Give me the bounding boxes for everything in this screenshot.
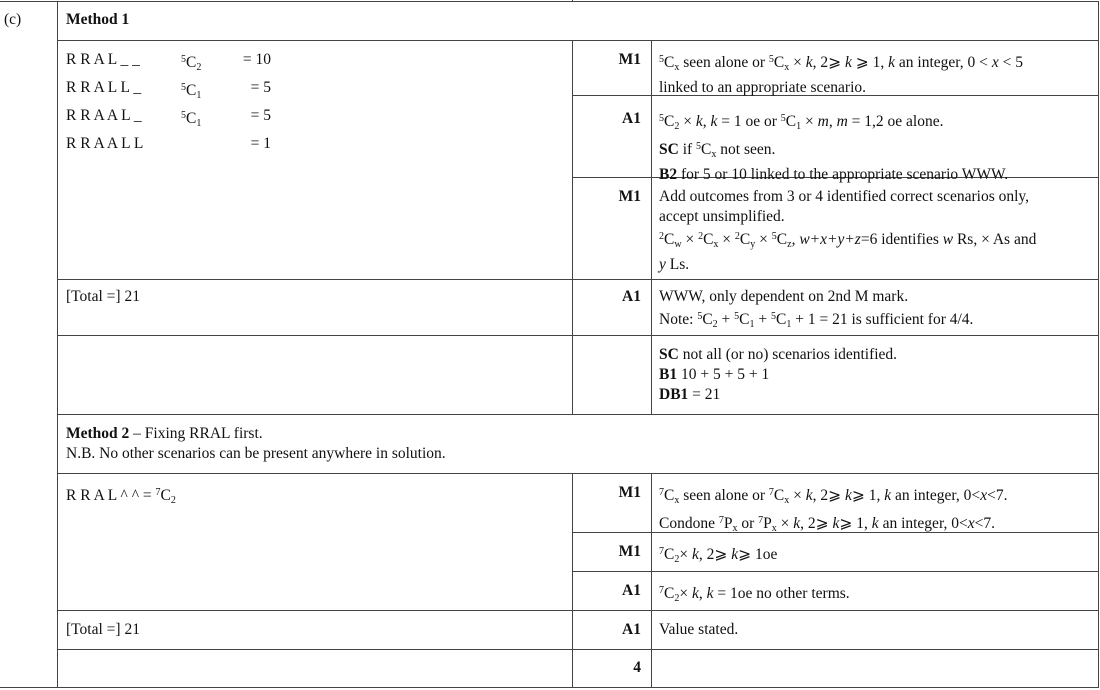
text-fragment: not seen.	[716, 141, 776, 158]
text-fragment: m	[817, 113, 829, 130]
text-fragment: ×	[679, 585, 692, 602]
text-fragment: 5	[771, 311, 776, 322]
column-divider	[572, 0, 573, 1]
text-fragment: 7	[768, 487, 774, 498]
guidance-m1-choose	[659, 50, 1023, 98]
text-fragment: C	[776, 231, 788, 248]
text-fragment: if	[678, 141, 697, 158]
text-fragment: ×	[681, 231, 699, 248]
text-line	[659, 581, 850, 609]
text-fragment: 1	[749, 319, 755, 330]
text-fragment: ×	[755, 231, 772, 248]
text-fragment: B2	[659, 166, 678, 183]
text-fragment: x	[732, 523, 738, 534]
guidance-m1-method2	[659, 483, 1007, 539]
scenario-pattern: R R A A L L	[66, 135, 144, 152]
text-fragment: 2	[698, 231, 704, 242]
guidance-a1-value-stated	[659, 620, 738, 640]
scenario-combination	[181, 134, 231, 154]
row-divider	[57, 335, 1098, 336]
guidance-a1-7c2	[659, 581, 850, 609]
text-fragment: C	[703, 231, 714, 248]
text-fragment: Ls.	[665, 256, 690, 273]
mark-m1: M1	[618, 543, 641, 560]
mark-a1: A1	[622, 110, 641, 127]
text-fragment: N.B. No other scenarios can be present anywhere in solution.	[66, 445, 446, 462]
text-fragment: an integer, 0<	[891, 487, 981, 504]
text-fragment: k	[888, 54, 896, 71]
mark-m1: M1	[618, 188, 641, 205]
text-fragment: C	[160, 487, 171, 504]
text-fragment: k	[832, 515, 840, 532]
text-fragment: DB1	[659, 386, 689, 403]
text-fragment: <7.	[974, 515, 995, 532]
row-divider	[57, 279, 1098, 280]
text-fragment: C	[664, 54, 675, 71]
table-border	[0, 687, 1098, 688]
text-fragment: ⩾ 1,	[839, 515, 872, 532]
text-fragment: x	[711, 149, 717, 160]
text-fragment: 1	[196, 90, 202, 101]
text-fragment: ×	[776, 515, 794, 532]
text-fragment: Condone	[659, 515, 719, 532]
text-fragment: k	[695, 113, 703, 130]
text-fragment: C	[664, 231, 675, 248]
text-fragment: 2	[659, 231, 664, 242]
text-fragment: – Fixing RRAL first.	[129, 425, 263, 442]
text-fragment: w	[674, 239, 682, 250]
text-fragment: or	[737, 515, 759, 532]
guidance-m1-add	[659, 187, 1036, 275]
text-fragment: x	[674, 62, 680, 73]
text-fragment: 5	[697, 311, 703, 322]
text-fragment: k	[710, 113, 718, 130]
text-fragment: k	[805, 54, 813, 71]
text-fragment: x	[991, 54, 999, 71]
text-fragment: 2	[196, 62, 202, 73]
text-fragment: = 1,2 oe alone.	[847, 113, 944, 130]
text-fragment: x	[980, 487, 988, 504]
scenario-pattern: R R A L _ _	[66, 51, 140, 68]
mark-a1: A1	[622, 582, 641, 599]
method2-answer	[66, 483, 176, 511]
text-fragment: SC	[659, 141, 679, 158]
text-line	[659, 307, 973, 335]
column-divider	[57, 1, 58, 688]
mark-total: 4	[633, 659, 641, 676]
text-fragment: ×	[789, 487, 806, 504]
text-line	[659, 365, 897, 385]
text-fragment: seen alone or	[679, 487, 769, 504]
text-line	[659, 385, 897, 405]
text-fragment: C	[702, 311, 713, 328]
text-fragment: C	[739, 231, 751, 248]
text-fragment: k	[844, 54, 852, 71]
text-fragment: x	[674, 495, 680, 506]
text-fragment: ⩾ 1,	[851, 487, 885, 504]
text-fragment: +	[754, 311, 771, 328]
text-fragment: 5	[181, 54, 186, 65]
method2-heading	[66, 424, 446, 464]
column-divider	[651, 473, 652, 687]
text-fragment: k	[706, 585, 714, 602]
text-line	[659, 345, 897, 365]
text-fragment: C	[186, 110, 197, 127]
text-fragment: ⩾ 1,	[851, 54, 889, 71]
text-fragment: 5	[771, 231, 777, 242]
text-fragment: 5	[734, 311, 740, 322]
text-line	[659, 50, 1023, 78]
text-fragment: x	[784, 62, 790, 73]
text-fragment: 5	[696, 141, 702, 152]
text-line	[659, 255, 1036, 275]
table-border	[1098, 1, 1099, 688]
text-line	[66, 444, 446, 464]
text-fragment: ,	[828, 113, 837, 130]
text-fragment: =6 identifies	[860, 231, 943, 248]
text-fragment: w	[942, 231, 954, 248]
text-line	[66, 424, 446, 444]
method1-scenarios	[66, 50, 271, 154]
text-fragment: accept unsimplified.	[659, 208, 785, 225]
guidance-a1-total	[659, 287, 973, 335]
table-border	[0, 1, 1098, 2]
text-fragment: 5	[181, 82, 186, 93]
text-fragment: 1	[196, 118, 202, 129]
text-fragment: ,	[698, 585, 707, 602]
text-fragment: k	[731, 546, 739, 563]
text-fragment: Value stated.	[659, 621, 739, 638]
text-fragment: k	[691, 546, 699, 563]
guidance-special-case	[659, 345, 897, 405]
text-fragment: , 2⩾	[812, 487, 845, 504]
scenario-count: = 1	[250, 135, 271, 152]
text-fragment: , 2⩾	[800, 515, 833, 532]
text-line	[659, 542, 777, 570]
text-fragment: k	[871, 515, 879, 532]
text-line	[659, 511, 1007, 539]
text-fragment: C	[773, 54, 785, 71]
mark-m1: M1	[618, 484, 641, 501]
text-fragment: 1	[786, 319, 792, 330]
scenario-count: = 10	[242, 51, 271, 68]
scenario-count: = 5	[250, 79, 271, 96]
text-fragment: for 5 or 10 linked to the appropriate scenario WWW.	[677, 166, 1009, 183]
text-fragment: ,	[791, 231, 800, 248]
text-fragment: y	[659, 256, 666, 273]
text-fragment: B1	[659, 366, 678, 383]
text-fragment: k	[884, 487, 892, 504]
text-fragment: z	[787, 239, 792, 250]
text-fragment: C	[776, 311, 787, 328]
text-fragment: w+x+y+z	[799, 231, 861, 248]
text-fragment: C	[186, 82, 197, 99]
text-fragment: ×	[718, 231, 735, 248]
text-fragment: x	[784, 495, 790, 506]
text-fragment: C	[739, 311, 750, 328]
method1-heading: Method 1	[66, 11, 130, 28]
text-fragment: C	[186, 54, 197, 71]
text-fragment: C	[664, 113, 675, 130]
text-fragment: seen alone or	[679, 54, 769, 71]
text-fragment: not all (or no) scenarios identified.	[678, 346, 898, 363]
text-fragment: an integer, 0<	[878, 515, 968, 532]
text-fragment: x	[771, 523, 777, 534]
text-fragment: Add outcomes from 3 or 4 identified correct scenarios only,	[659, 188, 1030, 205]
text-fragment: <7.	[987, 487, 1008, 504]
text-fragment: k	[691, 585, 699, 602]
text-fragment: 2	[674, 593, 680, 604]
text-fragment: k	[805, 487, 813, 504]
text-line	[659, 207, 1036, 227]
text-fragment: R R A L ^ ^ =	[66, 487, 156, 504]
text-fragment: P	[763, 515, 772, 532]
guidance-a1-value	[659, 109, 1008, 185]
text-fragment: ⩾ 1oe	[738, 546, 778, 563]
text-fragment: ×	[801, 113, 818, 130]
text-fragment: linked to an appropriate scenario.	[659, 79, 867, 96]
row-divider	[57, 414, 1098, 415]
text-fragment: 2	[674, 121, 680, 132]
scenario-combination	[181, 50, 231, 78]
text-line	[659, 620, 738, 640]
text-fragment: 2	[712, 319, 718, 330]
mark-a1: A1	[622, 288, 641, 305]
text-fragment: x	[967, 515, 975, 532]
text-fragment: 7	[718, 515, 724, 526]
row-divider	[57, 40, 1098, 41]
text-fragment: 7	[659, 585, 664, 596]
scenario-pattern: R R A L L _	[66, 79, 142, 96]
scenario-pattern: R R A A L _	[66, 107, 142, 124]
text-fragment: Method 2	[66, 425, 130, 442]
text-fragment: k	[844, 487, 852, 504]
text-fragment: 5	[780, 113, 786, 124]
text-fragment: 2	[674, 554, 680, 565]
text-fragment: 1	[796, 121, 802, 132]
text-fragment: C	[701, 141, 712, 158]
method2-total: [Total =] 21	[66, 621, 140, 638]
text-fragment: 2	[170, 495, 176, 506]
text-fragment: , 2⩾	[698, 546, 732, 563]
part-label: (c)	[4, 11, 22, 28]
guidance-m1-7c2	[659, 542, 777, 570]
text-fragment: 5	[181, 110, 186, 121]
text-fragment: ×	[679, 546, 692, 563]
row-divider	[57, 649, 1098, 650]
scenario-combination	[181, 78, 231, 106]
text-line	[659, 483, 1007, 511]
text-fragment: 2	[734, 231, 740, 242]
text-fragment: = 1 oe or	[717, 113, 781, 130]
text-fragment: 5	[768, 54, 774, 65]
scenario-combination	[181, 106, 231, 134]
text-line	[659, 165, 1008, 185]
text-fragment: WWW, only dependent on 2nd M mark.	[659, 288, 909, 305]
column-divider	[651, 40, 652, 414]
column-divider	[572, 473, 573, 687]
row-divider	[57, 610, 1098, 611]
text-fragment: +	[717, 311, 735, 328]
text-line	[659, 78, 1023, 98]
text-fragment: C	[785, 113, 797, 130]
text-line	[659, 137, 1008, 165]
text-fragment: 5	[659, 113, 664, 124]
text-fragment: ,	[702, 113, 711, 130]
text-line	[659, 227, 1036, 255]
text-fragment: SC	[659, 346, 679, 363]
text-line	[659, 187, 1036, 207]
text-fragment: Rs, × As and	[953, 231, 1037, 248]
text-fragment: = 1oe no other terms.	[713, 585, 850, 602]
text-fragment: x	[713, 239, 719, 250]
text-fragment: 7	[659, 546, 664, 557]
text-fragment: 7	[155, 487, 161, 498]
text-fragment: P	[723, 515, 733, 532]
text-line	[66, 483, 176, 511]
mark-m1: M1	[618, 51, 641, 68]
text-fragment: y	[750, 239, 756, 250]
text-fragment: ×	[789, 54, 806, 71]
mark-a1: A1	[622, 621, 641, 638]
column-divider	[572, 40, 573, 414]
text-fragment: + 1 = 21 is sufficient for 4/4.	[791, 311, 974, 328]
text-line	[659, 109, 1008, 137]
text-fragment: < 5	[998, 54, 1023, 71]
text-fragment: C	[664, 487, 675, 504]
text-fragment: C	[773, 487, 785, 504]
text-fragment: C	[664, 546, 675, 563]
text-fragment: 7	[758, 515, 764, 526]
text-line	[659, 287, 973, 307]
text-fragment: 10 + 5 + 5 + 1	[677, 366, 770, 383]
text-fragment: k	[793, 515, 801, 532]
row-divider	[57, 473, 1098, 474]
text-fragment: Note:	[659, 311, 698, 328]
text-fragment: m	[836, 113, 848, 130]
text-fragment: ×	[679, 113, 696, 130]
text-fragment: 7	[659, 487, 664, 498]
text-fragment: = 21	[688, 386, 721, 403]
text-fragment: , 2⩾	[812, 54, 845, 71]
text-fragment: an integer, 0 <	[895, 54, 992, 71]
method1-total: [Total =] 21	[66, 288, 140, 305]
text-fragment: 5	[659, 54, 664, 65]
scenario-count: = 5	[250, 107, 271, 124]
text-fragment: C	[664, 585, 675, 602]
